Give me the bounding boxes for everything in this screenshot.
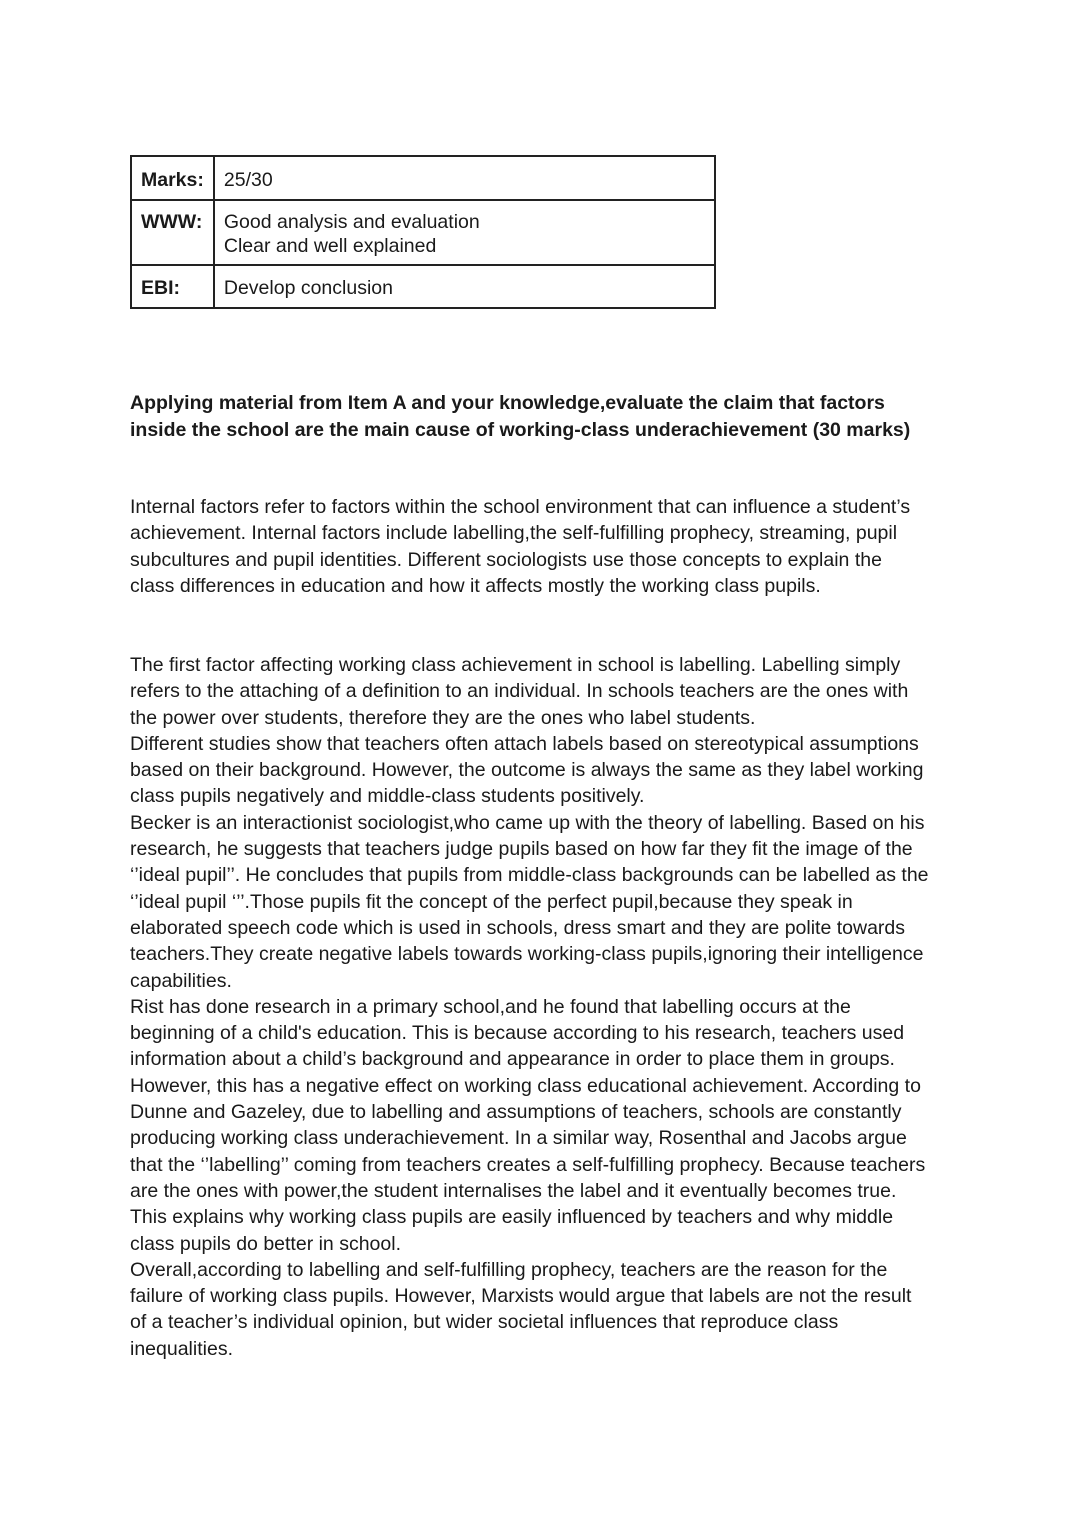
text-line: Rist has done research in a primary school,and he found that labelling occurs at the bbox=[130, 995, 851, 1018]
text-line: failure of working class pupils. However, Marxists would argue that labels are not the result bbox=[130, 1285, 912, 1308]
www-value bbox=[214, 200, 715, 265]
www-line: Good analysis and evaluation bbox=[223, 211, 480, 233]
text-line: inequalities. bbox=[130, 1337, 233, 1360]
intro-paragraph bbox=[130, 494, 970, 599]
text-line: the power over students, therefore they are the ones who label students. bbox=[130, 706, 756, 729]
text-line: class differences in education and how it affects mostly the working class pupils. bbox=[130, 574, 821, 597]
feedback-table bbox=[130, 155, 716, 309]
text-line: subcultures and pupil identities. Different sociologists use those concepts to explain the bbox=[130, 548, 882, 571]
marks-label: Marks: bbox=[131, 156, 214, 200]
text-line: research, he suggests that teachers judge pupils based on how far they fit the image of the bbox=[130, 838, 913, 861]
text-line: Dunne and Gazeley, due to labelling and assumptions of teachers, schools are constantly bbox=[130, 1101, 902, 1124]
text-line: elaborated speech code which is used in schools, dress smart and they are polite towards bbox=[130, 916, 906, 939]
essay-question bbox=[130, 390, 970, 443]
text-line: However, this has a negative effect on working class educational achievement. According to bbox=[130, 1074, 921, 1097]
text-line: beginning of a child's education. This is because according to his research, teachers used bbox=[130, 1022, 905, 1045]
text-line: achievement. Internal factors include labelling,the self-fulfilling prophecy, streaming, pupil bbox=[130, 522, 898, 545]
text-line: capabilities. bbox=[130, 969, 232, 992]
text-line: class pupils do better in school. bbox=[130, 1232, 401, 1255]
www-row bbox=[131, 200, 715, 265]
body-paragraph bbox=[130, 652, 970, 1362]
text-line: that the ‘’labelling’’ coming from teachers creates a self-fulfilling prophecy. Because teachers bbox=[130, 1153, 926, 1176]
text-line: based on their background. However, the outcome is always the same as they label working bbox=[130, 759, 924, 782]
www-line: Clear and well explained bbox=[223, 234, 437, 257]
text-line: ‘’ideal pupil ‘’’.Those pupils fit the concept of the perfect pupil,because they speak in bbox=[130, 890, 853, 913]
question-line: inside the school are the main cause of working-class underachievement (30 marks) bbox=[130, 418, 911, 441]
text-line: This explains why working class pupils are easily influenced by teachers and why middle bbox=[130, 1206, 894, 1229]
text-line: class pupils negatively and middle-class students positively. bbox=[130, 785, 645, 808]
text-line: teachers.They create negative labels towards working-class pupils,ignoring their intelligence bbox=[130, 943, 924, 966]
marks-row bbox=[131, 156, 715, 200]
marks-value: 25/30 bbox=[214, 156, 715, 200]
question-line: Applying material from Item A and your knowledge,evaluate the claim that factors bbox=[130, 392, 885, 414]
text-line: refers to the attaching of a definition to an individual. In schools teachers are the ones with bbox=[130, 680, 909, 703]
text-line: producing working class underachievement. In a similar way, Rosenthal and Jacobs argue bbox=[130, 1127, 907, 1150]
www-label: WWW: bbox=[131, 200, 214, 265]
ebi-row bbox=[131, 265, 715, 308]
text-line: Becker is an interactionist sociologist,who came up with the theory of labelling. Based on his bbox=[130, 811, 925, 834]
text-line: ‘’ideal pupil’’. He concludes that pupils from middle-class backgrounds can be labelled as the bbox=[130, 864, 929, 887]
text-line: Overall,according to labelling and self-fulfilling prophecy, teachers are the reason for the bbox=[130, 1258, 888, 1281]
ebi-label: EBI: bbox=[131, 265, 214, 308]
ebi-value: Develop conclusion bbox=[214, 265, 715, 308]
text-line: Internal factors refer to factors within the school environment that can influence a student’s bbox=[130, 496, 911, 518]
text-line: The first factor affecting working class achievement in school is labelling. Labelling simply bbox=[130, 654, 901, 676]
text-line: Different studies show that teachers often attach labels based on stereotypical assumptions bbox=[130, 732, 919, 755]
text-line: information about a child’s background and appearance in order to place them in groups. bbox=[130, 1048, 895, 1071]
text-line: are the ones with power,the student internalises the label and it eventually becomes true. bbox=[130, 1179, 897, 1202]
text-line: of a teacher’s individual opinion, but wider societal influences that reproduce class bbox=[130, 1311, 839, 1334]
